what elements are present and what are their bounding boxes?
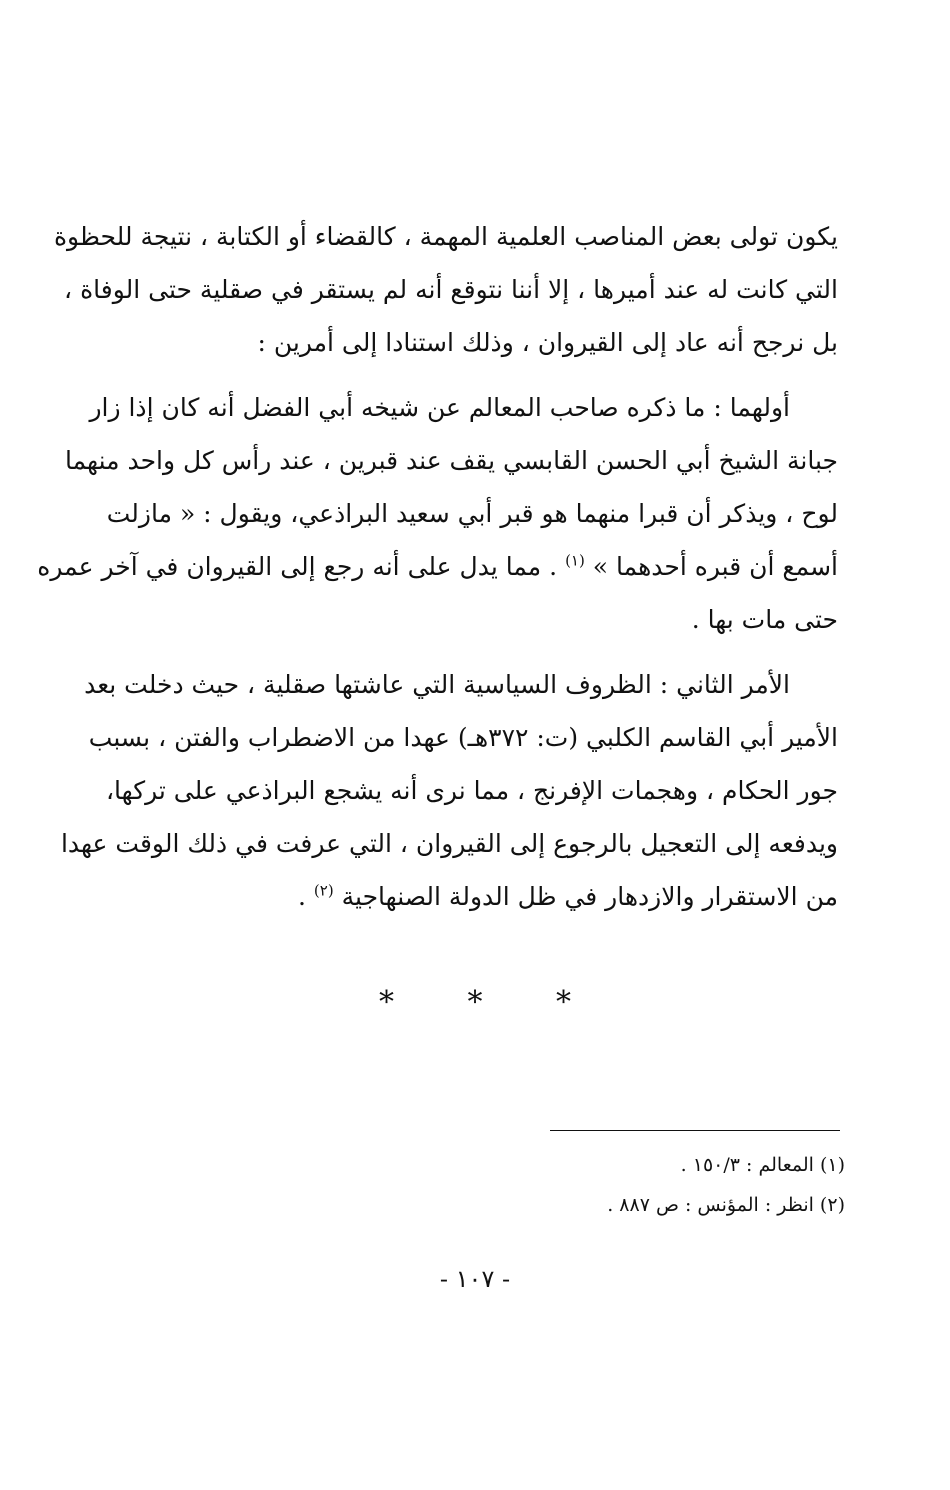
closing-period: . <box>298 882 306 911</box>
text-line-with-footnote <box>37 540 838 593</box>
text-line: جبانة الشيخ أبي الحسن القابسي يقف عند قبرين ، عند رأس كل واحد منهما <box>64 446 838 475</box>
text-line: التي كانت له عند أميرها ، إلا أننا نتوقع أنه لم يستقر في صقلية حتى الوفاة ، <box>64 275 838 304</box>
footnote-divider <box>550 1130 840 1131</box>
text-line: حتى مات بها . <box>691 605 838 634</box>
text-continuation: . مما يدل على أنه رجع إلى القيروان في آخر عمره <box>37 552 558 581</box>
text-line-with-footnote <box>108 870 838 923</box>
paragraph-intro <box>53 210 838 369</box>
text-line: بل نرجح أنه عاد إلى القيروان ، وذلك استنادا إلى أمرين : <box>257 328 838 357</box>
page-number: - ١٠٧ - <box>439 1265 511 1293</box>
asterisk-icon: * <box>556 985 572 1020</box>
document-body <box>37 210 838 923</box>
text-line: الأمر الثاني : الظروف السياسية التي عاشتها صقلية ، حيث دخلت بعد <box>84 670 790 699</box>
quote-text: أسمع أن قبره أحدهما » <box>592 552 838 581</box>
text-line: لوح ، ويذكر أن قبرا منهما هو قبر أبي سعيد البراذعي، ويقول : « مازلت <box>106 499 838 528</box>
asterisk-icon: * <box>378 985 394 1020</box>
section-separator <box>0 985 950 1020</box>
closing-text: من الاستقرار والازدهار في ظل الدولة الصنهاجية <box>341 882 838 911</box>
footnote-2: (٢) انظر : المؤنس : ص ٨٨٧ . <box>607 1194 845 1216</box>
footnote-ref-1[interactable]: (١) <box>565 551 585 570</box>
text-line: جور الحكام ، وهجمات الإفرنج ، مما نرى أنه يشجع البراذعي على تركها، <box>105 776 838 805</box>
text-line: ويدفعه إلى التعجيل بالرجوع إلى القيروان ، التي عرفت في ذلك الوقت عهدا <box>60 829 838 858</box>
asterisk-icon: * <box>467 985 483 1020</box>
text-line: يكون تولى بعض المناصب العلمية المهمة ، كالقضاء أو الكتابة ، نتيجة للحظوة <box>53 222 838 251</box>
footnote-1: (١) المعالم : ١٥٠/٣ . <box>680 1154 845 1176</box>
paragraph-second-reason <box>60 658 838 923</box>
footnotes <box>300 1145 845 1225</box>
footnote-ref-2[interactable]: (٢) <box>313 881 334 900</box>
text-line: أولهما : ما ذكره صاحب المعالم عن شيخه أبي الفضل أنه كان إذا زار <box>89 393 790 422</box>
paragraph-first-reason <box>37 381 838 646</box>
text-line: الأمير أبي القاسم الكلبي (ت: ٣٧٢هـ) عهدا من الاضطراب والفتن ، بسبب <box>88 723 838 752</box>
